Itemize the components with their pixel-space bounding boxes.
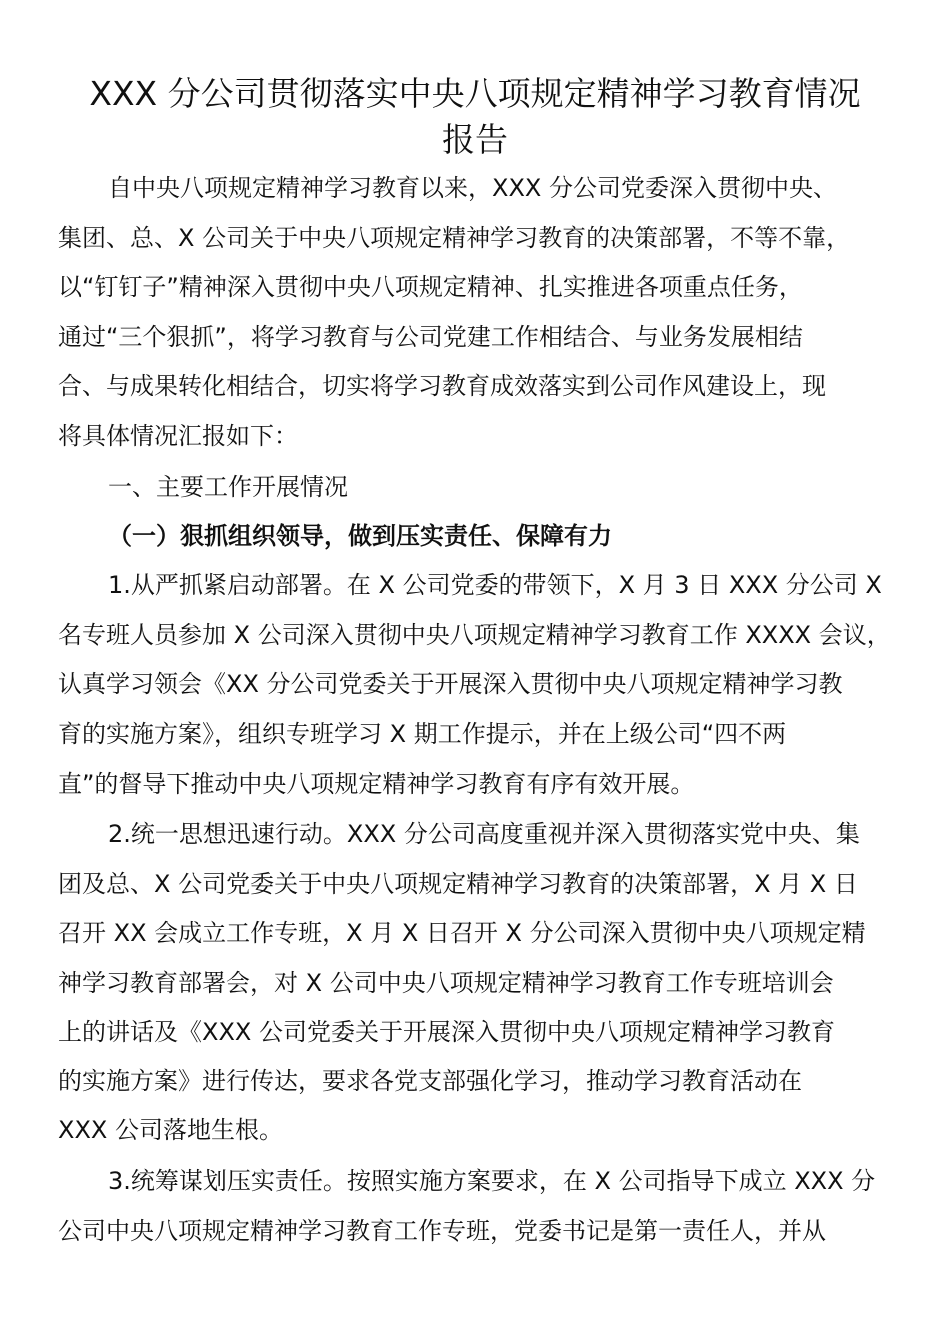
body-line: 育的实施方案》，组织专班学习 X 期工作提示，并在上级公司“四不两 <box>58 720 787 748</box>
body-line: 直”的督导下推动中央八项规定精神学习教育有序有效开展。 <box>58 770 695 798</box>
body-line: 公司中央八项规定精神学习教育工作专班，党委书记是第一责任人，并从 <box>58 1217 826 1245</box>
body-line: 1.从严抓紧启动部署。在 X 公司党委的带领下，X 月 3 日 XXX 分公司 X <box>108 571 882 599</box>
body-line: 2.统一思想迅速行动。XXX 分公司高度重视并深入贯彻落实党中央、集 <box>108 820 860 848</box>
body-line: XXX 公司落地生根。 <box>58 1116 283 1144</box>
body-line: 团及总、X 公司党委关于中央八项规定精神学习教育的决策部署，X 月 X 日 <box>58 870 858 898</box>
body-line: 集团、总、X 公司关于中央八项规定精神学习教育的决策部署，不等不靠， <box>58 224 851 252</box>
body-line: 上的讲话及《XXX 公司党委关于开展深入贯彻中央八项规定精神学习教育 <box>58 1018 835 1046</box>
body-line: 自中央八项规定精神学习教育以来，XXX 分公司党委深入贯彻中央、 <box>108 174 837 202</box>
body-line: 神学习教育部署会，对 X 公司中央八项规定精神学习教育工作专班培训会 <box>58 969 834 997</box>
body-line: 认真学习领会《XX 分公司党委关于开展深入贯彻中央八项规定精神学习教 <box>58 670 843 698</box>
body-line: 通过“三个狠抓”，将学习教育与公司党建工作相结合、与业务发展相结 <box>58 323 803 351</box>
body-line: 名专班人员参加 X 公司深入贯彻中央八项规定精神学习教育工作 XXXX 会议， <box>58 621 891 649</box>
body-line: 以“钉钉子”精神深入贯彻中央八项规定精神、扎实推进各项重点任务， <box>58 273 803 301</box>
document-title-line-1: XXX 分公司贯彻落实中央八项规定精神学习教育情况 <box>89 74 861 113</box>
body-line: 的实施方案》进行传达，要求各党支部强化学习，推动学习教育活动在 <box>58 1067 802 1095</box>
subsection-heading: （一）狠抓组织领导，做到压实责任、保障有力 <box>108 522 612 550</box>
body-line: 将具体情况汇报如下： <box>58 422 298 450</box>
section-heading: 一、主要工作开展情况 <box>108 473 348 501</box>
body-line: 召开 XX 会成立工作专班，X 月 X 日召开 X 分公司深入贯彻中央八项规定精 <box>58 919 866 947</box>
document-title-line-2: 报告 <box>442 120 508 159</box>
body-line: 合、与成果转化相结合，切实将学习教育成效落实到公司作风建设上，现 <box>58 372 826 400</box>
body-line: 3.统筹谋划压实责任。按照实施方案要求，在 X 公司指导下成立 XXX 分 <box>108 1167 876 1195</box>
